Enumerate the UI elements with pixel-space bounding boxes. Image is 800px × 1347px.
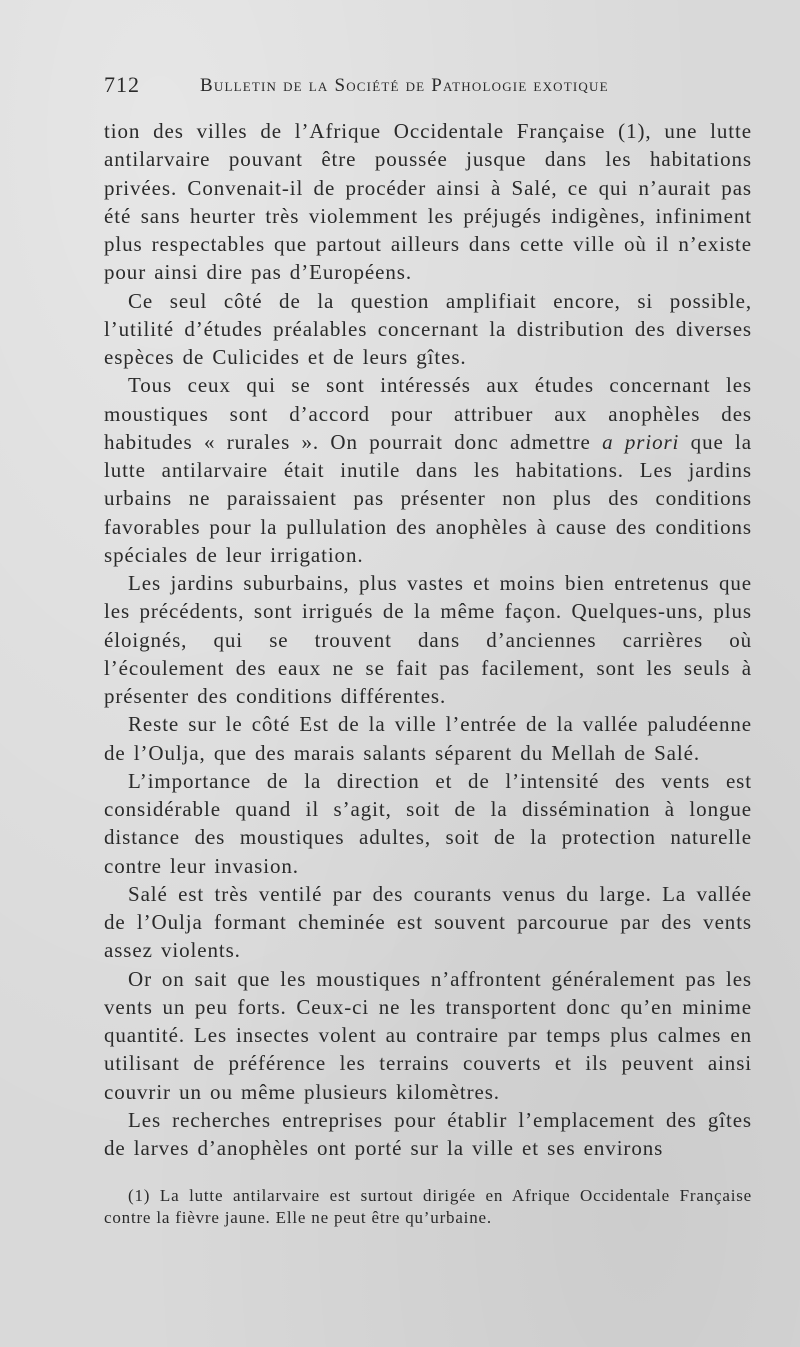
paragraph-6: L’importance de la direction et de l’intensité des vents est considérable quand il s’agit, soit de la dissémination à longue distance des moustiques adultes, soit de la protection naturelle contre leur invasion. xyxy=(104,768,752,878)
a-priori-italic: a priori xyxy=(602,429,680,454)
paragraph-3-part-2: que la lutte antilarvaire était inutile dans les habitations. Les jardins urbains ne paraissaient pas présenter non plus des conditions favorables pour la pullulation des anophèles à cause des conditions spéciales de leur irrigation. xyxy=(104,429,753,567)
paragraph-4: Les jardins suburbains, plus vastes et moins bien entretenus que les précédents, sont irrigués de la même façon. Quelques-uns, plus éloignés, qui se trouvent dans d’anciennes carrières où l’écoulement des eaux ne se fait pas facilement, sont les seuls à présenter des conditions différentes. xyxy=(104,571,752,708)
body-text xyxy=(104,117,752,1162)
paragraph-3 xyxy=(104,371,752,569)
paragraph-1: tion des villes de l’Afrique Occidentale Française (1), une lutte antilarvaire pouvant être poussée jusque dans les habitations privées. Convenait-il de procéder ainsi à Salé, ce qui n’aurait pas été sans heurter très violemment les préjugés indigènes, infiniment plus respectables que partout ailleurs dans cette ville où il n’existe pour ainsi dire pas d’Européens. xyxy=(104,119,752,285)
running-title: Bulletin de la Société de Pathologie exotique xyxy=(200,75,609,96)
footnote: (1) La lutte antilarvaire est surtout dirigée en Afrique Occidentale Française contre la fièvre jaune. Elle ne peut être qu’urbaine. xyxy=(104,1186,752,1227)
page-header xyxy=(104,72,754,102)
paragraph-9: Les recherches entreprises pour établir l’emplacement des gîtes de larves d’anophèles ont porté sur la ville et ses environs xyxy=(104,1107,752,1160)
paragraph-3-part-1: Tous ceux qui se sont intéressés aux études concernant les moustiques sont d’accord pour attribuer aux anophèles des habitudes « rurales ». On pourrait donc admettre xyxy=(104,373,752,454)
paragraph-5: Reste sur le côté Est de la ville l’entrée de la vallée paludéenne de l’Oulja, que des marais salants séparent du Mellah de Salé. xyxy=(104,712,752,765)
paragraph-8: Or on sait que les moustiques n’affrontent généralement pas les vents un peu forts. Ceux-ci ne les transportent donc qu’en minime quantité. Les insectes volent au contraire par temps plus calmes en utilisant de préférence les terrains couverts et ils peuvent ainsi couvrir un ou même plusieurs kilomètres. xyxy=(104,966,752,1104)
page-number: 712 xyxy=(104,72,140,97)
paragraph-7: Salé est très ventilé par des courants venus du large. La vallée de l’Oulja formant cheminée est souvent parcourue par des vents assez violents. xyxy=(104,881,752,963)
paragraph-2: Ce seul côté de la question amplifiait encore, si possible, l’utilité d’études préalables concernant la distribution des diverses espèces de Culicides et de leurs gîtes. xyxy=(104,288,752,369)
